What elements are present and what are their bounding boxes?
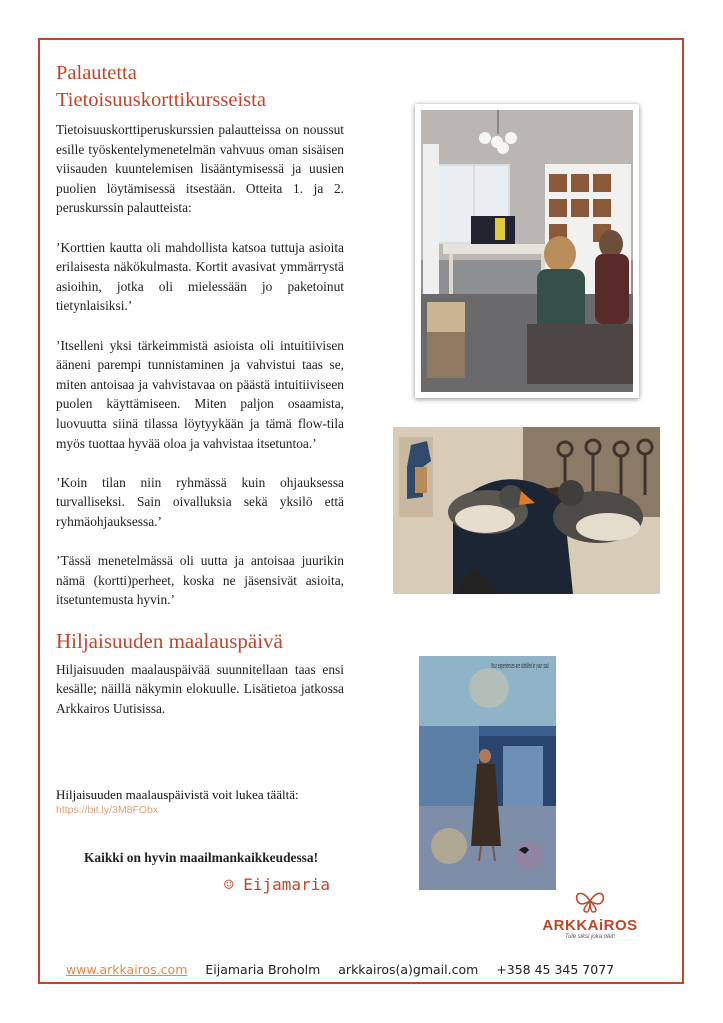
footer-phone: +358 45 345 7077	[496, 962, 615, 977]
painting-day-paragraph: Hiljaisuuden maalauspäivää suunnitellaan taas ensi kesälle; näillä näkymin elokuulle. Lisätietoa jatkossa Arkkairos Uutisissa.	[56, 661, 344, 717]
quote-2: ’Itselleni yksi tärkeimmistä asioista oli intuitiivisen ääneni parempi tunnistaminen ja vahvistui taas se, miten antoisaa ja vahvistavaa on päästä intuitiiviseen puolen käyttämiseen. Miten paljon osaamista, luovuutta siinä tilassa löytyykään ja tämä flow-tila myös tuottaa hyvää oloa ja vahvistaa itsetuntoa.’	[56, 337, 344, 451]
bird-collage-image	[393, 427, 660, 594]
signature: ☺ Eijamaria	[224, 875, 330, 894]
title-line-1: Palautetta	[56, 62, 137, 84]
main-column	[56, 60, 344, 719]
section-title-painting-day: Hiljaisuuden maalauspäivä	[56, 628, 283, 653]
logo-tagline: Tule siksi joka olet!	[564, 934, 616, 940]
footer-website-link[interactable]: www.arkkairos.com	[66, 962, 188, 977]
footer-name: Eijamaria Broholm	[205, 962, 321, 977]
quote-1: ’Korttien kautta oli mahdollista katsoa tuttuja asioita erilaisesta näkökulmasta. Kortit avasivat ymmärrystä asioihin, jotka oli mielessään jo paketoinut tietynlaisiksi.’	[56, 239, 344, 314]
read-more-label: Hiljaisuuden maalauspäivistä voit lukea täältä:	[56, 787, 299, 802]
read-more-link[interactable]: https://bit.ly/3M8FObx	[56, 804, 159, 816]
footer	[66, 962, 666, 977]
quote-3: ’Koin tilan niin ryhmässä kuin ohjauksessa turvalliseksi. Sain oivalluksia sekä yksilö että ryhmäohjauksessa.’	[56, 474, 344, 529]
title-line-2: Tietoisuuskorttikursseista	[56, 89, 266, 111]
artwork-handwriting: Your experiences are distilled in your soul	[491, 662, 550, 670]
arkkairos-logo	[540, 888, 640, 940]
footer-email: arkkairos(a)gmail.com	[338, 962, 479, 977]
painting-artwork-image	[419, 656, 556, 890]
intro-paragraph: Tietoisuuskorttiperuskurssien palautteissa on noussut esille työskentelymenetelmän vahvuus oman sisäisen viisauden kuuntelemisen lisääntymisessä ja uusien puolien löytämisessä itsestään. Otteita 1. ja 2. peruskurssin palautteista:	[56, 122, 344, 216]
butterfly-icon	[573, 888, 607, 914]
closing-motto: Kaikki on hyvin maailmankaikkeudessa!	[84, 850, 319, 865]
course-room-photo	[415, 104, 639, 398]
logo-name: ARKKAiROS	[542, 917, 638, 934]
quote-4: ’Tässä menetelmässä oli uutta ja antoisaa juurikin nämä (kortti)perheet, koska ne jäsensivät asioita, itsetuntemusta hyvin.’	[56, 553, 344, 608]
section-title-feedback	[56, 60, 344, 114]
